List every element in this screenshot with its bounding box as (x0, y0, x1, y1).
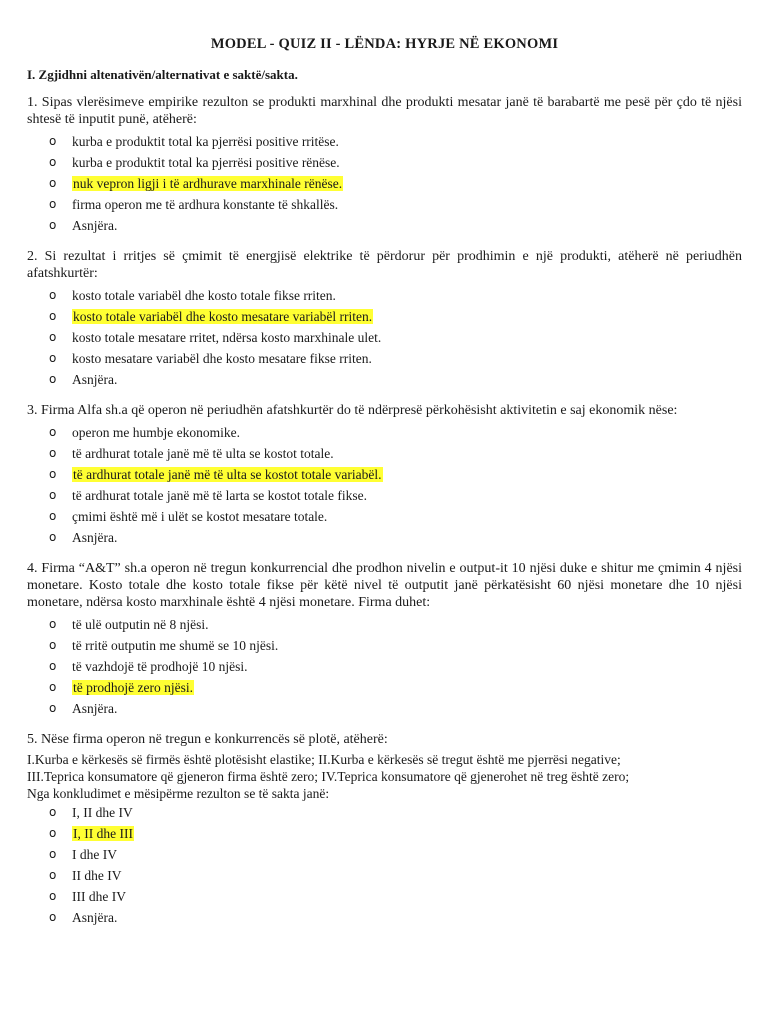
option-label: kurba e produktit total ka pjerrësi positive rritëse. (72, 134, 339, 149)
circle-bullet-icon: o (49, 910, 57, 924)
option-label: II dhe IV (72, 868, 122, 883)
option-label: çmimi është më i ulët se kostot mesatare totale. (72, 509, 328, 524)
option-item[interactable] (27, 635, 742, 656)
option-item[interactable] (27, 327, 742, 348)
circle-bullet-icon: o (49, 351, 57, 365)
option-item[interactable] (27, 506, 742, 527)
option-item[interactable] (27, 886, 742, 907)
circle-bullet-icon: o (49, 868, 57, 882)
circle-bullet-icon: o (49, 330, 57, 344)
option-label: kosto totale variabël dhe kosto totale fikse rriten. (72, 288, 336, 303)
option-item[interactable] (27, 614, 742, 635)
option-label: I, II dhe III (73, 826, 133, 841)
option-label: III dhe IV (72, 889, 126, 904)
option-item[interactable] (27, 844, 742, 865)
question-list (27, 94, 742, 928)
circle-bullet-icon: o (49, 155, 57, 169)
option-item-highlighted[interactable] (27, 306, 742, 327)
option-label: firma operon me të ardhura konstante të shkallës. (72, 197, 339, 212)
question-2 (27, 248, 742, 390)
question-4 (27, 560, 742, 719)
option-label: operon me humbje ekonomike. (72, 425, 240, 440)
option-list (27, 802, 742, 928)
option-item[interactable] (27, 802, 742, 823)
circle-bullet-icon: o (49, 530, 57, 544)
option-item[interactable] (27, 698, 742, 719)
circle-bullet-icon: o (49, 134, 57, 148)
circle-bullet-icon: o (49, 309, 57, 323)
question-statement: Nga konkludimet e mësipërme rezulton se të sakta janë: (27, 786, 330, 801)
circle-bullet-icon: o (49, 638, 57, 652)
circle-bullet-icon: o (49, 288, 57, 302)
circle-bullet-icon: o (49, 805, 57, 819)
option-item[interactable] (27, 443, 742, 464)
circle-bullet-icon: o (49, 659, 57, 673)
option-item[interactable] (27, 369, 742, 390)
option-list (27, 131, 742, 236)
circle-bullet-icon: o (49, 701, 57, 715)
option-label: kosto totale mesatare rritet, ndërsa kosto marxhinale ulet. (72, 330, 382, 345)
option-label: Asnjëra. (72, 910, 118, 925)
option-item[interactable] (27, 131, 742, 152)
option-item[interactable] (27, 656, 742, 677)
option-item-highlighted[interactable] (27, 677, 742, 698)
circle-bullet-icon: o (49, 218, 57, 232)
option-label: I, II dhe IV (72, 805, 133, 820)
circle-bullet-icon: o (49, 847, 57, 861)
option-label: Asnjëra. (72, 372, 118, 387)
option-item[interactable] (27, 485, 742, 506)
question-text: 5. Nëse firma operon në tregun e konkurrencës së plotë, atëherë: (27, 732, 388, 747)
option-label: kosto mesatare variabël dhe kosto mesatare fikse rriten. (72, 351, 372, 366)
question-text: 2. Si rezultat i rritjes së çmimit të energjisë elektrike të përdorur për prodhimin e një produkti, atëherë në periudhën afatshkurtër: (27, 249, 742, 281)
option-label: të vazhdojë të prodhojë 10 njësi. (72, 659, 248, 674)
option-item[interactable] (27, 285, 742, 306)
option-list (27, 422, 742, 548)
option-item[interactable] (27, 527, 742, 548)
option-item[interactable] (27, 865, 742, 886)
option-item[interactable] (27, 907, 742, 928)
option-item[interactable] (27, 215, 742, 236)
option-label: të prodhojë zero njësi. (73, 680, 193, 695)
option-label: Asnjëra. (72, 218, 118, 233)
circle-bullet-icon: o (49, 680, 57, 694)
option-label: Asnjëra. (72, 530, 118, 545)
option-label: kurba e produktit total ka pjerrësi positive rënëse. (72, 155, 340, 170)
option-label: të ulë outputin në 8 njësi. (72, 617, 209, 632)
circle-bullet-icon: o (49, 425, 57, 439)
circle-bullet-icon: o (49, 889, 57, 903)
option-label: nuk vepron ligji i të ardhurave marxhinale rënëse. (73, 176, 343, 191)
circle-bullet-icon: o (49, 372, 57, 386)
question-text: 1. Sipas vlerësimeve empirike rezulton se produkti marxhinal dhe produkti mesatar janë të barabartë me pesë për çdo të njësi shtesë të inputit punë, atëherë: (27, 95, 742, 127)
question-1 (27, 94, 742, 236)
circle-bullet-icon: o (49, 617, 57, 631)
option-label: Asnjëra. (72, 701, 118, 716)
circle-bullet-icon: o (49, 509, 57, 523)
option-label: I dhe IV (72, 847, 117, 862)
option-list (27, 614, 742, 719)
question-3 (27, 402, 742, 548)
circle-bullet-icon: o (49, 197, 57, 211)
instruction-text: I. Zgjidhni altenativën/alternativat e saktë/sakta. (27, 67, 298, 82)
option-item-highlighted[interactable] (27, 173, 742, 194)
question-statement: III.Teprica konsumatore që gjeneron firma është zero; IV.Teprica konsumatore që gjenerohet në treg është zero; (27, 769, 630, 784)
option-label: të ardhurat totale janë më të ulta se kostot totale variabël. (73, 467, 382, 482)
circle-bullet-icon: o (49, 176, 57, 190)
option-list (27, 285, 742, 390)
option-item[interactable] (27, 152, 742, 173)
page-title: MODEL - QUIZ II - LËNDA: HYRJE NË EKONOMI (210, 36, 559, 52)
question-text: 4. Firma “A&T” sh.a operon në tregun konkurrencial dhe prodhon nivelin e output-it 10 njësi duke e shitur me çmimin 4 njësi monetare. Kosto totale dhe kosto totale fikse për këtë nivel të outputit janë përkatësisht 60 njësi monetare dhe 10 njësi monetare, ndërsa kosto marxhinale është 4 njësi monetare. Firma duhet: (27, 561, 742, 610)
option-item-highlighted[interactable] (27, 823, 742, 844)
option-label: të ardhurat totale janë më të larta se kostot totale fikse. (72, 488, 368, 503)
option-item[interactable] (27, 422, 742, 443)
option-label: të ardhurat totale janë më të ulta se kostot totale. (72, 446, 334, 461)
option-item-highlighted[interactable] (27, 464, 742, 485)
circle-bullet-icon: o (49, 826, 57, 840)
option-item[interactable] (27, 348, 742, 369)
circle-bullet-icon: o (49, 488, 57, 502)
question-text: 3. Firma Alfa sh.a që operon në periudhën afatshkurtër do të ndërpresë përkohësisht aktivitetin e saj ekonomik nëse: (27, 403, 678, 418)
circle-bullet-icon: o (49, 446, 57, 460)
question-statement: I.Kurba e kërkesës së firmës është plotësisht elastike; II.Kurba e kërkesës së tregut është me pjerrësi negative; (27, 752, 621, 767)
option-label: të rritë outputin me shumë se 10 njësi. (72, 638, 279, 653)
quiz-page (27, 36, 742, 940)
circle-bullet-icon: o (49, 467, 57, 481)
option-label: kosto totale variabël dhe kosto mesatare variabël rriten. (73, 309, 373, 324)
option-item[interactable] (27, 194, 742, 215)
question-5 (27, 731, 742, 928)
